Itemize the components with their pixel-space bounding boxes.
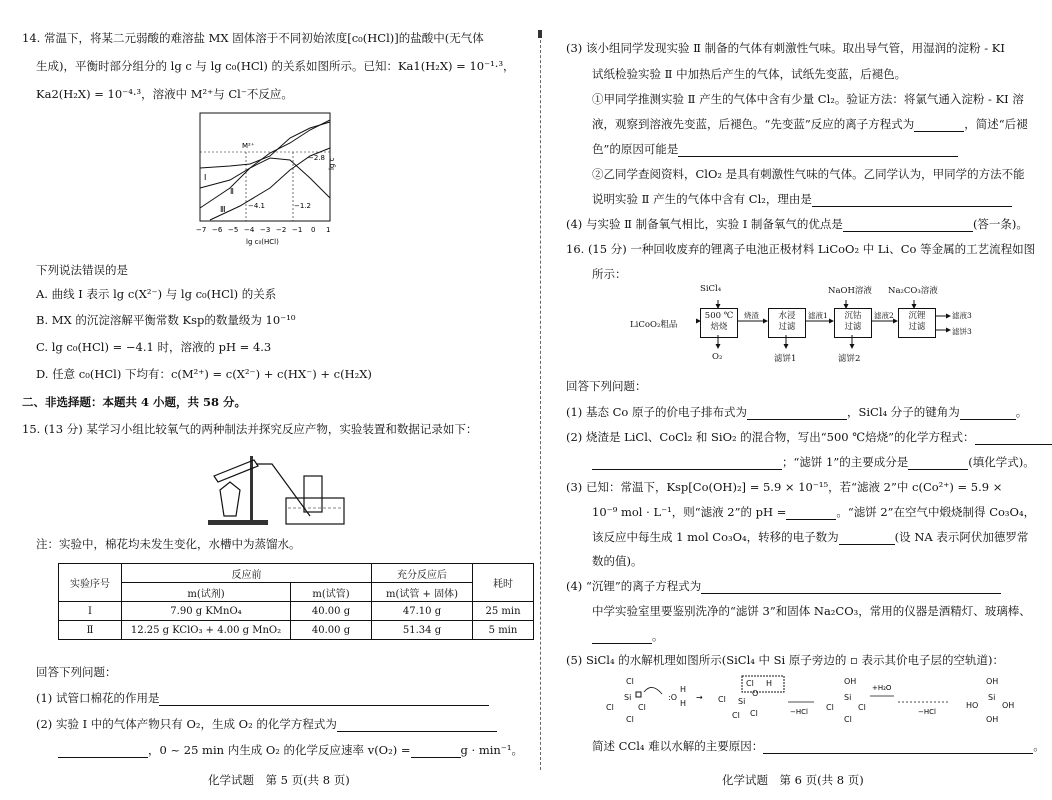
collecting-bottle <box>304 476 322 512</box>
flow-step3: 滤液2 <box>874 311 894 320</box>
q15-3a-text: 液，观察到溶液先变蓝，后褪色。“先变蓝”反应的离子方程式为 <box>592 117 915 131</box>
q16-2b-text: ；“滤饼 1”的主要成分是 <box>782 455 909 469</box>
electron-arrow <box>644 687 662 694</box>
answer-prompt-left: 回答下列问题： <box>36 665 117 679</box>
apparatus-diagram <box>200 446 350 528</box>
q15-3a3-text: 色”的原因可能是 <box>592 142 679 156</box>
product-silicic-acid <box>966 677 1014 724</box>
q16-1 <box>566 404 1027 420</box>
q15-2c-text: g · min⁻¹。 <box>460 743 523 757</box>
x-tick: −6 <box>212 226 223 234</box>
cell: 12.25 g KClO₃ + 4.00 g MnO₂ <box>122 621 291 640</box>
flow-arrows <box>660 292 960 362</box>
q14-prompt: 下列说法错误的是 <box>36 263 128 277</box>
q16-3-line2 <box>592 504 1035 520</box>
x-tick: −4 <box>244 226 255 234</box>
box-text: 焙烧 <box>710 322 728 332</box>
box-text: 水浸 <box>778 311 796 321</box>
flow-out3: 滤液3 <box>952 311 972 320</box>
answer-blank[interactable] <box>337 719 497 732</box>
svg-text:H: H <box>680 685 687 694</box>
cell: 5 min <box>473 621 534 640</box>
svg-text:OH: OH <box>986 677 999 686</box>
x-tick: 1 <box>326 226 331 234</box>
cell: 40.00 g <box>291 621 372 640</box>
box-text: 过滤 <box>844 322 862 332</box>
q14-option-a: A. 曲线 Ⅰ 表示 lg c(X²⁻) 与 lg c₀(HCl) 的关系 <box>36 287 277 301</box>
answer-blank[interactable] <box>812 194 1012 207</box>
svg-text:Cl: Cl <box>626 677 634 686</box>
q16-3-line4: 数的值)。 <box>592 554 643 568</box>
svg-text:Cl: Cl <box>858 703 866 712</box>
q15-3a-line2 <box>592 116 1028 132</box>
stand-base <box>208 520 268 525</box>
q15-4b-text: (答一条)。 <box>972 217 1028 231</box>
answer-blank[interactable] <box>592 631 652 644</box>
page-divider <box>540 30 541 770</box>
svg-text:Cl: Cl <box>826 703 834 712</box>
q16-2-text: (2) 烧渣是 LiCl、CoCl₂ 和 SiO₂ 的混合物，写出“500 ℃焙烧”的化学方程式： <box>566 430 975 444</box>
curve-label-m2plus: M²⁺ <box>242 142 255 150</box>
q16-line2: 所示： <box>592 267 627 281</box>
stand-rod <box>250 456 253 522</box>
q16-4-line3 <box>592 628 664 644</box>
product-1 <box>826 677 866 724</box>
svg-text:Cl: Cl <box>732 711 740 720</box>
cell: 51.34 g <box>372 621 473 640</box>
box-text: 沉锂 <box>908 311 926 321</box>
answer-blank[interactable] <box>678 144 958 157</box>
annotation-neg4-1: −4.1 <box>248 202 265 210</box>
q15-2 <box>36 716 497 732</box>
svg-text:OH: OH <box>1002 701 1015 710</box>
q15-3a-line3 <box>592 141 958 157</box>
answer-blank[interactable] <box>914 119 964 132</box>
svg-text:OH: OH <box>986 715 999 724</box>
q15-3a-line1: ①甲同学推测实验 Ⅱ 产生的气体中含有少量 Cl₂。验证方法：将氯气通入淀粉 - KI 溶 <box>592 92 1024 106</box>
q16-3-line1: (3) 已知：常温下，Ksp[Co(OH)₂] = 5.9 × 10⁻¹⁵，若“滤液 2”中 c(Co²⁺) = 5.9 × <box>566 480 1003 494</box>
period: 。 <box>1033 739 1045 753</box>
cell: 40.00 g <box>291 602 372 621</box>
answer-blank[interactable] <box>975 432 1052 445</box>
graph-xlabel: lg c₀(HCl) <box>246 238 279 246</box>
q16-5: (5) SiCl₄ 的水解机理如图所示(SiCl₄ 中 Si 原子旁边的 ▫ 表示其价电子层的空轨道)： <box>566 653 1004 667</box>
curve-label-III: Ⅲ <box>220 205 226 214</box>
curve-label-I: Ⅰ <box>204 173 207 182</box>
q16-3-text-c: 该反应中每生成 1 mol Co₃O₄，转移的电子数为 <box>592 530 839 544</box>
q15-2b-text: ，0 ~ 25 min 内生成 O₂ 的化学反应速率 v(O₂) = <box>148 743 411 757</box>
q16-1-text: (1) 基态 Co 原子的价电子排布式为 <box>566 405 747 419</box>
q14-option-b: B. MX 的沉淀溶解平衡常数 Ksp的数量级为 10⁻¹⁰ <box>36 313 296 327</box>
q15-2-text: (2) 实验 Ⅰ 中的气体产物只有 O₂，生成 O₂ 的化学方程式为 <box>36 717 337 731</box>
flow-naoh: NaOH溶液 <box>828 286 872 296</box>
q14-line3: Ka2(H₂X) = 10⁻⁴·³，溶液中 M²⁺与 Cl⁻不反应。 <box>36 87 293 101</box>
q16-line1: 16. (15 分) 一种回收废弃的锂离子电池正极材料 LiCoO₂ 中 Li、Co 等金属的工艺流程如图 <box>566 242 1036 256</box>
box-text: 500 ℃ <box>704 311 734 321</box>
th-before: 反应前 <box>122 564 372 583</box>
curve-label-II: Ⅱ <box>230 187 234 196</box>
svg-text:O: O <box>752 689 759 698</box>
note: 注：实验中，棉花均未发生变化，水槽中为蒸馏水。 <box>36 537 301 551</box>
divider-mark <box>538 30 542 38</box>
box-text: 过滤 <box>908 322 926 332</box>
q15-3-line2: 试纸检验实验 Ⅱ 中加热后产生的气体，试纸先变蓝，后褪色。 <box>592 67 907 81</box>
q15-3b-line2 <box>592 191 1012 207</box>
q14-option-c: C. lg c₀(HCl) = −4.1 时，溶液的 pH = 4.3 <box>36 340 272 354</box>
svg-text:Si: Si <box>624 693 632 702</box>
answer-blank[interactable] <box>908 457 968 470</box>
x-tick: −7 <box>196 226 207 234</box>
svg-text:Si: Si <box>988 693 996 702</box>
cell: Ⅰ <box>59 602 122 621</box>
answer-blank[interactable] <box>960 407 1016 420</box>
q15-4 <box>566 216 1028 232</box>
x-tick: −3 <box>260 226 271 234</box>
data-table <box>58 563 534 640</box>
cell: 7.90 g KMnO₄ <box>122 602 291 621</box>
q16-1b-text: ，SiCl₄ 分子的键角为 <box>846 405 960 419</box>
q15-intro: 15. (13 分) 某学习小组比较氧气的两种制法并探究反应产物，实验装置和数据记录如下： <box>22 422 478 436</box>
q16-2-cont <box>592 454 1035 470</box>
svg-text:Cl: Cl <box>638 703 646 712</box>
mech-minus-hcl-2: −HCl <box>918 708 936 716</box>
q16-2c-text: (填化学式)。 <box>968 455 1035 469</box>
flow-out4: 滤饼3 <box>952 327 972 336</box>
q14-line1: 14. 常温下，将某二元弱酸的难溶盐 MX 固体溶于不同初始浓度[c₀(HCl)]的盐酸中(无气体 <box>22 31 484 45</box>
hydrolysis-mechanism <box>600 672 1020 728</box>
answer-blank[interactable] <box>786 507 836 520</box>
x-tick-labels <box>196 226 330 234</box>
q15-3a-text-b: ，简述“后褪 <box>964 117 1028 131</box>
th-tube: m(试管) <box>291 583 372 602</box>
svg-text:OH: OH <box>844 677 857 686</box>
answer-blank[interactable] <box>747 407 847 420</box>
th-tube-solid: m(试管 + 固体) <box>372 583 473 602</box>
period: 。 <box>1015 405 1028 419</box>
flow-cake2: 滤饼2 <box>838 354 861 364</box>
q16-3-line3 <box>592 529 1028 545</box>
x-tick: −5 <box>228 226 239 234</box>
delivery-tube <box>256 464 310 516</box>
q16-4 <box>566 578 1001 594</box>
svg-text:Cl: Cl <box>750 709 758 718</box>
answer-prompt-right: 回答下列问题： <box>566 379 647 393</box>
q16-4-line2: 中学实验室里要鉴别洗净的“滤饼 3”和固体 Na₂CO₃，常用的仪器是酒精灯、玻璃棒、 <box>592 604 1031 618</box>
mech-minus-hcl-1: −HCl <box>790 708 808 716</box>
x-tick: −1 <box>292 226 303 234</box>
alcohol-lamp <box>220 482 240 516</box>
flow-sicl4: SiCl₄ <box>700 284 722 294</box>
answer-blank[interactable] <box>763 741 1033 754</box>
period: 。 <box>652 629 664 643</box>
answer-blank[interactable] <box>843 219 973 232</box>
q15-3b-line1: ②乙同学查阅资料，ClO₂ 是具有刺激性气味的气体。乙同学认为，甲同学的方法不能 <box>592 167 1025 181</box>
footer-right: 化学试题 第 6 页(共 8 页) <box>722 773 864 787</box>
graph-ylabel: lg c <box>328 157 336 170</box>
box-text: 沉钴 <box>844 311 862 321</box>
q15-1 <box>36 690 489 706</box>
svg-text::O: :O <box>668 693 677 702</box>
annotation-neg2-8: −2.8 <box>308 154 325 162</box>
flow-step1: 烧渣 <box>744 311 759 320</box>
svg-text:H: H <box>680 699 687 708</box>
svg-text:Cl: Cl <box>844 715 852 724</box>
flow-cake1: 滤饼1 <box>774 354 797 364</box>
footer-left: 化学试题 第 5 页(共 8 页) <box>208 773 350 787</box>
svg-text:Cl: Cl <box>718 695 726 704</box>
molecule-sicl4 <box>606 677 646 724</box>
svg-text:Cl: Cl <box>626 715 634 724</box>
intermediate <box>718 676 784 720</box>
cell: 47.10 g <box>372 602 473 621</box>
section-2-heading: 二、非选择题：本题共 4 小题，共 58 分。 <box>22 395 247 409</box>
molecule-water <box>668 685 686 708</box>
mech-arrow: → <box>696 693 703 702</box>
q15-3-line1: (3) 该小组同学发现实验 Ⅱ 制备的气体有刺激性气味。取出导气管，用湿润的淀粉 - KI <box>566 41 1005 55</box>
cell: 25 min <box>473 602 534 621</box>
q16-4-text: (4) “沉锂”的离子方程式为 <box>566 579 702 593</box>
q14-line2: 生成)，平衡时部分组分的 lg c 与 lg c₀(HCl) 的关系如图所示。已知：Ka1(H₂X) = 10⁻¹·³， <box>36 59 515 73</box>
svg-text:Cl: Cl <box>746 679 754 688</box>
x-tick: 0 <box>311 226 316 234</box>
q15-1-text: (1) 试管口棉花的作用是 <box>36 691 160 705</box>
answer-blank[interactable] <box>839 532 895 545</box>
x-tick: −2 <box>276 226 287 234</box>
svg-text:Si: Si <box>738 697 746 706</box>
svg-text:Cl: Cl <box>606 703 614 712</box>
table-row <box>59 602 534 621</box>
th-reagent: m(试剂) <box>122 583 291 602</box>
mech-plus-h2o: +H₂O <box>872 684 892 692</box>
box-text: 过滤 <box>778 322 796 332</box>
flow-start: LiCoO₂粗品 <box>630 320 678 330</box>
table-row <box>59 621 534 640</box>
annotation-neg1-2: −1.2 <box>294 202 311 210</box>
answer-blank[interactable] <box>159 693 489 706</box>
svg-text:HO: HO <box>966 701 979 710</box>
empty-orbital-box <box>636 692 641 697</box>
q16-3-text-a: 10⁻⁹ mol · L⁻¹，则“滤液 2”的 pH = <box>592 505 787 519</box>
q16-3-text-d: (设 NA 表示阿伏加德罗常 <box>894 530 1029 544</box>
svg-text:Si: Si <box>844 693 852 702</box>
q15-3b2-text: 说明实验 Ⅱ 产生的气体中含有 Cl₂，理由是 <box>592 192 812 206</box>
answer-blank[interactable] <box>701 581 1001 594</box>
q14-option-d: D. 任意 c₀(HCl) 下均有：c(M²⁺) = c(X²⁻) + c(HX⁻) + c(H₂X) <box>36 367 372 381</box>
th-time: 耗时 <box>473 564 534 602</box>
answer-blank[interactable] <box>592 457 782 470</box>
answer-blank[interactable] <box>411 745 461 758</box>
flow-step2: 滤液1 <box>808 311 828 320</box>
cell: Ⅱ <box>59 621 122 640</box>
svg-text:H: H <box>766 679 773 688</box>
q16-3-text-b: 。“滤饼 2”在空气中煅烧制得 Co₃O₄， <box>836 505 1036 519</box>
q16-5b-text: 简述 CCl₄ 难以水解的主要原因： <box>592 739 764 753</box>
th-id: 实验序号 <box>59 564 122 602</box>
q15-4-text: (4) 与实验 Ⅱ 制备氧气相比，实验 Ⅰ 制备氧气的优点是 <box>566 217 843 231</box>
flow-na2co3: Na₂CO₃溶液 <box>888 286 938 296</box>
th-after: 充分反应后 <box>372 564 473 583</box>
q16-2 <box>566 429 1052 445</box>
answer-blank[interactable] <box>58 745 148 758</box>
q15-2-cont <box>58 742 523 758</box>
lgc-graph <box>190 108 350 248</box>
flow-o2: O₂ <box>712 352 723 362</box>
q16-5b <box>592 738 1045 754</box>
water-trough <box>286 498 344 524</box>
